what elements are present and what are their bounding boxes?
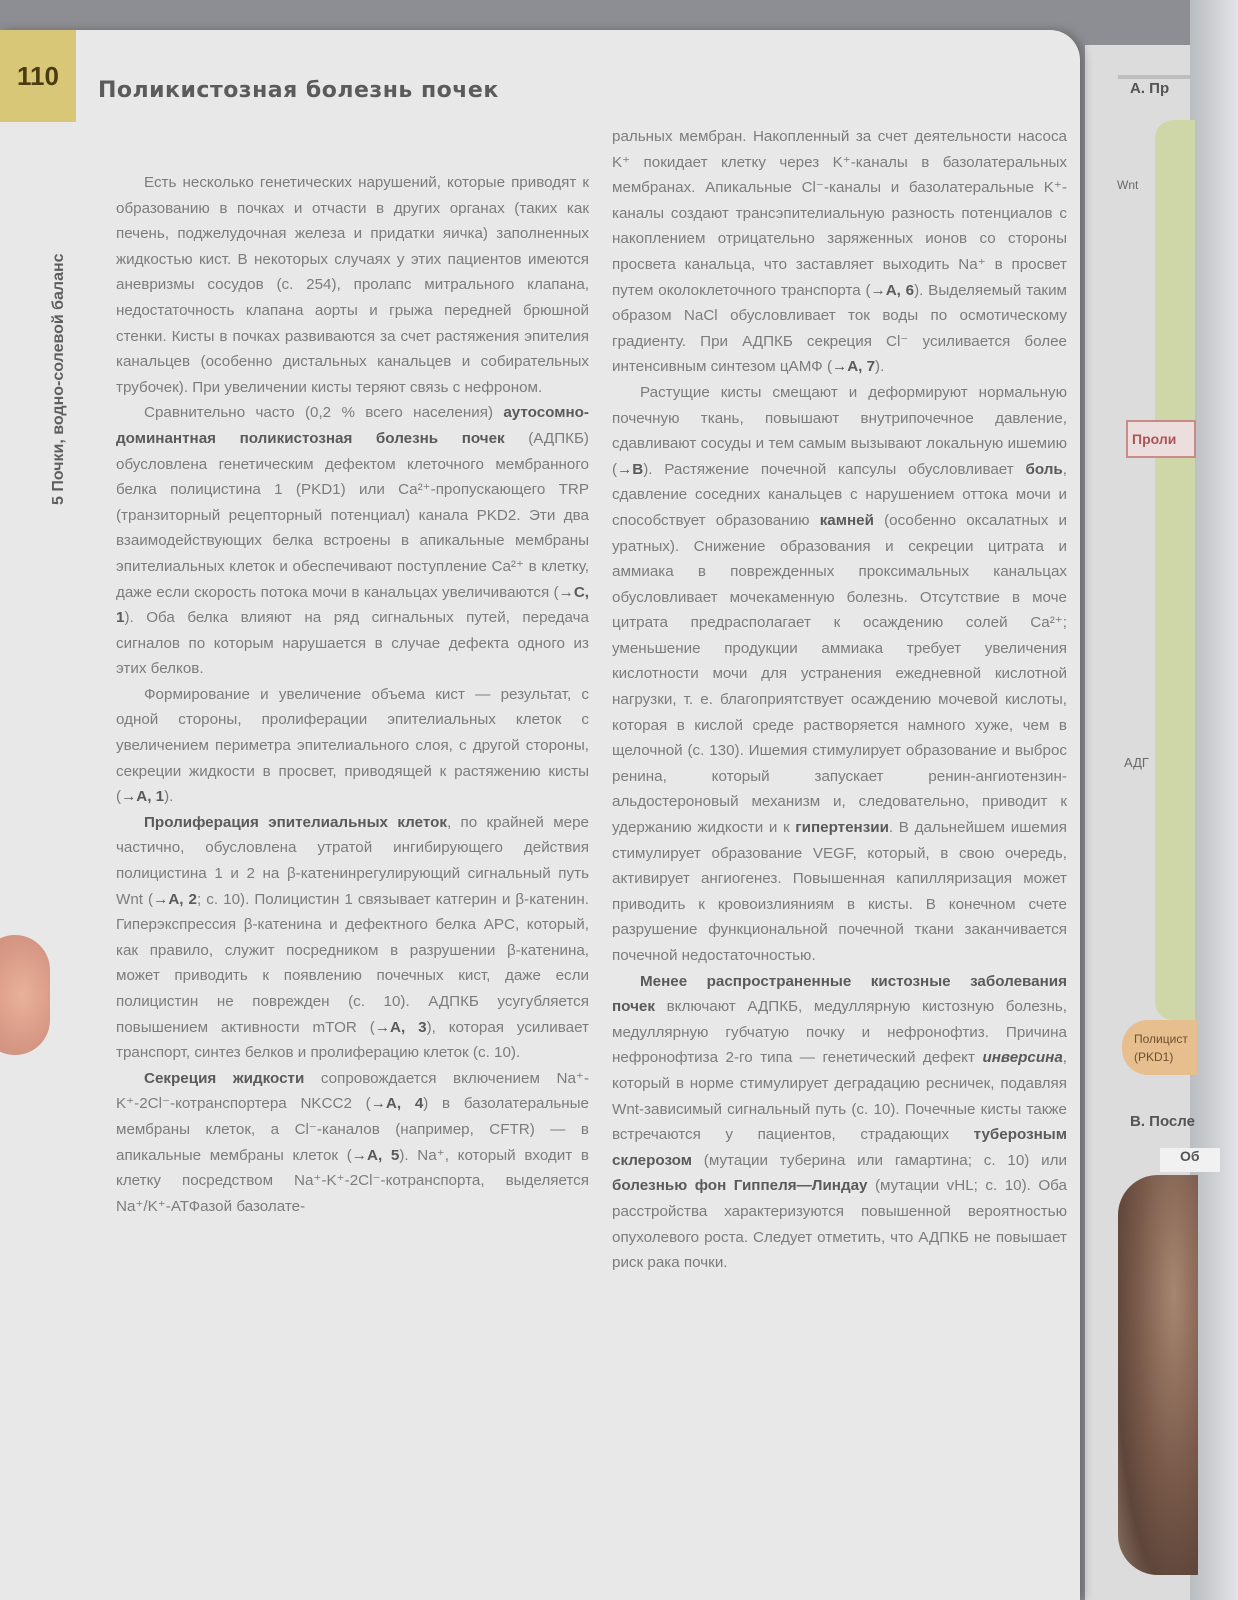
bold-term: Менее распространенные кистозные заболевания почек — [612, 972, 1067, 1016]
text: Растущие кисты смещают и деформируют нормальную почечную ткань, повышают внутрипочечное давление, сдавливают сосуды и тем самым вызывают локальную ишемию ( — [612, 383, 1067, 478]
bold-term: боль — [1025, 460, 1063, 478]
paragraph — [116, 170, 589, 400]
pill-line-1: Полицист — [1134, 1032, 1188, 1046]
text: (АДПКБ) обусловлена генетическим дефектом клеточного мембранного белка полицистина 1 (PKD1) или Ca²⁺-пропускающего TRP (транзиторный рецепторный потенциал) канала PKD2. Эти два взаимодействующих белка встроены в апикальные мембраны эпителиальных клеток и обеспечивают поступление Ca²⁺ в клетку, даже если скорость потока мочи в канальцах увеличиваются ( — [116, 429, 589, 601]
text: (особенно оксалатных и уратных). Снижение образования и секреции цитрата и аммиака в поврежденных проксимальных канальцах обусловливает мочекаменную болезнь. Отсутствие в моче цитрата предрасполагает к осаждению солей Ca²⁺; уменьшение продукции аммиака требует увеличения кислотности мочи для устранения ежедневной кислотной нагрузки, т. е. благоприятствует осаждению мочевой кислоты, которая в кислой среде растворяется намного хуже, чем в щелочной (с. 130). Ишемия стимулирует образование и выброс ренина, который запускает ренин-ангиотензин-альдостероновый механизм и, следовательно, приводит к удержанию жидкости и к — [612, 511, 1067, 837]
text: ), которая усиливает транспорт, синтез белков и пролиферацию клеток (с. 10). — [116, 1018, 589, 1062]
page-number: 110 — [0, 30, 76, 122]
text: ральных мембран. Накопленный за счет деятельности насоса K⁺ покидает клетку через K⁺-каналы в базолатеральных мембранах. Апикальные Cl⁻-каналы и базолатеральные K⁺-каналы создают трансэпителиальную разность потенциалов с накоплением отрицательно заряженных ионов со стороны просвета канальца, что заставляет выходить Na⁺ в просвет путем околоклеточного транспорта ( — [612, 128, 1067, 299]
paragraph — [116, 810, 589, 1066]
figure-ref: →A, 2 — [153, 890, 198, 908]
text: , который в норме стимулирует деградацию ресничек, подавляя Wnt-зависимый сигнальный путь (с. 10). Почечные кисты также встречаются у пациентов, страдающих — [612, 1049, 1067, 1144]
paragraph — [116, 1066, 589, 1220]
pill-line-2: (PKD1) — [1134, 1050, 1174, 1064]
text: сопровождается включением Na⁺-K⁺-2Cl⁻-котранспортера NKCC2 ( — [116, 1069, 589, 1113]
facing-panel-b-title: В. После — [1130, 1113, 1195, 1130]
figure-ref: →A, 5 — [351, 1146, 400, 1164]
text: Сравнительно часто (0,2 % всего населения) — [144, 404, 504, 422]
figure-ref: →C, 1 — [116, 583, 589, 627]
figure-ref: →A, 4 — [370, 1095, 424, 1113]
paragraph — [612, 969, 1067, 1276]
italic-term: инверсина — [982, 1049, 1063, 1067]
text: ) в базолатеральные мембраны клеток, а Cl⁻-каналов (например, CFTR) — в апикальные мембраны клеток ( — [116, 1095, 589, 1164]
paragraph — [116, 682, 589, 810]
facing-polycystin-pill — [1122, 1020, 1197, 1075]
bold-term: туберозным склерозом — [612, 1126, 1067, 1169]
facing-adg-label: АДГ — [1124, 755, 1149, 770]
facing-proliferation-box: Проли — [1126, 420, 1196, 458]
bold-term: гипертензии — [795, 819, 889, 837]
paragraph — [612, 380, 1067, 969]
bold-term: аутосомно-доминантная поликистозная болезнь почек — [116, 404, 589, 447]
bold-term: Секреция жидкости — [144, 1069, 305, 1087]
text: включают АДПКБ, медуллярную кистозную болезнь, медуллярную губчатую почку и нефронофтиз. Причина нефронофтиза 2-го типа — генетический дефект — [612, 998, 1067, 1067]
right-column — [612, 124, 1067, 1276]
facing-ob-label: Об — [1160, 1148, 1220, 1172]
bold-term: камней — [819, 511, 874, 529]
text: Формирование и увеличение объема кист — результат, с одной стороны, пролиферации эпителиальных клеток с увеличением периметра эпителиального слоя, с другой стороны, секреции жидкости в просвет, приводящей к растяжению кисты ( — [116, 685, 589, 806]
chapter-side-label: 5 Почки, водно-солевой баланс — [50, 253, 67, 505]
text: ). Выделяемый таким образом NaCl обусловливает ток воды по осмотическому градиенту. При АДПКБ секреция Cl⁻ усиливается более интенсивным синтезом цАМФ ( — [612, 281, 1067, 376]
paragraph — [116, 400, 589, 682]
text: Есть несколько генетических нарушений, которые приводят к образованию в почках и отчасти в других органах (таких как печень, поджелудочная железа и придатки яичка) заполненных жидкостью кист. В некоторых случаях у этих пациентов имеются аневризмы сосудов (с. 254), пролапс митрального клапана, недостаточность клапана аорты и грыжа передней брюшной стенки. Кисты в почках развиваются за счет растяжения эпителия канальцев (особенно дистальных канальцев и собирательных трубочек). При увеличении кисты теряют связь с нефроном. — [116, 174, 589, 396]
text: ). Na⁺, который входит в клетку посредством Na⁺-K⁺-2Cl⁻-котранспорта, выделяется Na⁺/K⁺-АТФазой базолате- — [116, 1146, 589, 1215]
bold-term: болезнью фон Гиппеля—Линдау — [612, 1177, 868, 1195]
figure-ref: →B — [617, 460, 644, 478]
text: ). — [164, 788, 174, 806]
bold-term: Пролиферация эпителиальных клеток — [144, 813, 447, 831]
text: (мутации туберина или гамартина; с. 10) или — [691, 1151, 1067, 1169]
text: , сдавление соседних канальцев с нарушением оттока мочи и способствует образованию — [612, 460, 1067, 529]
text: ). Растяжение почечной капсулы обусловливает — [643, 460, 1026, 478]
facing-cell-shape — [1155, 120, 1195, 1020]
text: ). — [875, 358, 885, 376]
facing-panel-a-title: А. Пр — [1130, 80, 1170, 97]
thumb-finger — [0, 935, 50, 1055]
page-title: Поликистозная болезнь почек — [98, 78, 499, 103]
facing-page-rule — [1118, 75, 1190, 79]
figure-ref: →A, 6 — [870, 281, 915, 299]
text: ; с. 10). Полицистин 1 связывает катгерин и β-катенин. Гиперэкспрессия β-катенина и дефектного белка APC, который, как правило, служит посредником в разрушении β-катенина, может приводить к появлению почечных кист, даже если полицистин не поврежден (с. 10). АДПКБ усугубляется повышением активности mTOR ( — [116, 890, 590, 1036]
text: , по крайней мере частично, обусловлена утратой ингибирующего действия полицистина 1 и 2 на β-катенинрегулирующий сигнальный путь Wnt ( — [116, 813, 589, 908]
text: ). Оба белка влияют на ряд сигнальных путей, передача сигналов по которым нарушается в случае дефекта одного из этих белков. — [116, 609, 589, 678]
text: (мутации vHL; с. 10). Оба расстройства характеризуются повышенной вероятностью опухолевого роста. Следует отметить, что АДПКБ не повышает риск рака почки. — [612, 1177, 1067, 1272]
facing-wnt-label: Wnt — [1117, 178, 1139, 192]
figure-ref: →A, 7 — [832, 358, 876, 376]
facing-kidney-photo — [1118, 1175, 1198, 1575]
figure-ref: →A, 3 — [374, 1018, 427, 1036]
book-page — [0, 30, 1080, 1600]
text: . В дальнейшем ишемия стимулирует образование VEGF, который, в свою очередь, активирует ангиогенез. Повышенная капилляризация может приводить к кровоизлияниям в кисты. В конечном счете разрушение функциональной почечной ткани заканчивается почечной недостаточностью. — [612, 819, 1067, 964]
figure-ref: →A, 1 — [121, 788, 165, 806]
left-column — [116, 170, 589, 1219]
paragraph — [612, 124, 1067, 380]
